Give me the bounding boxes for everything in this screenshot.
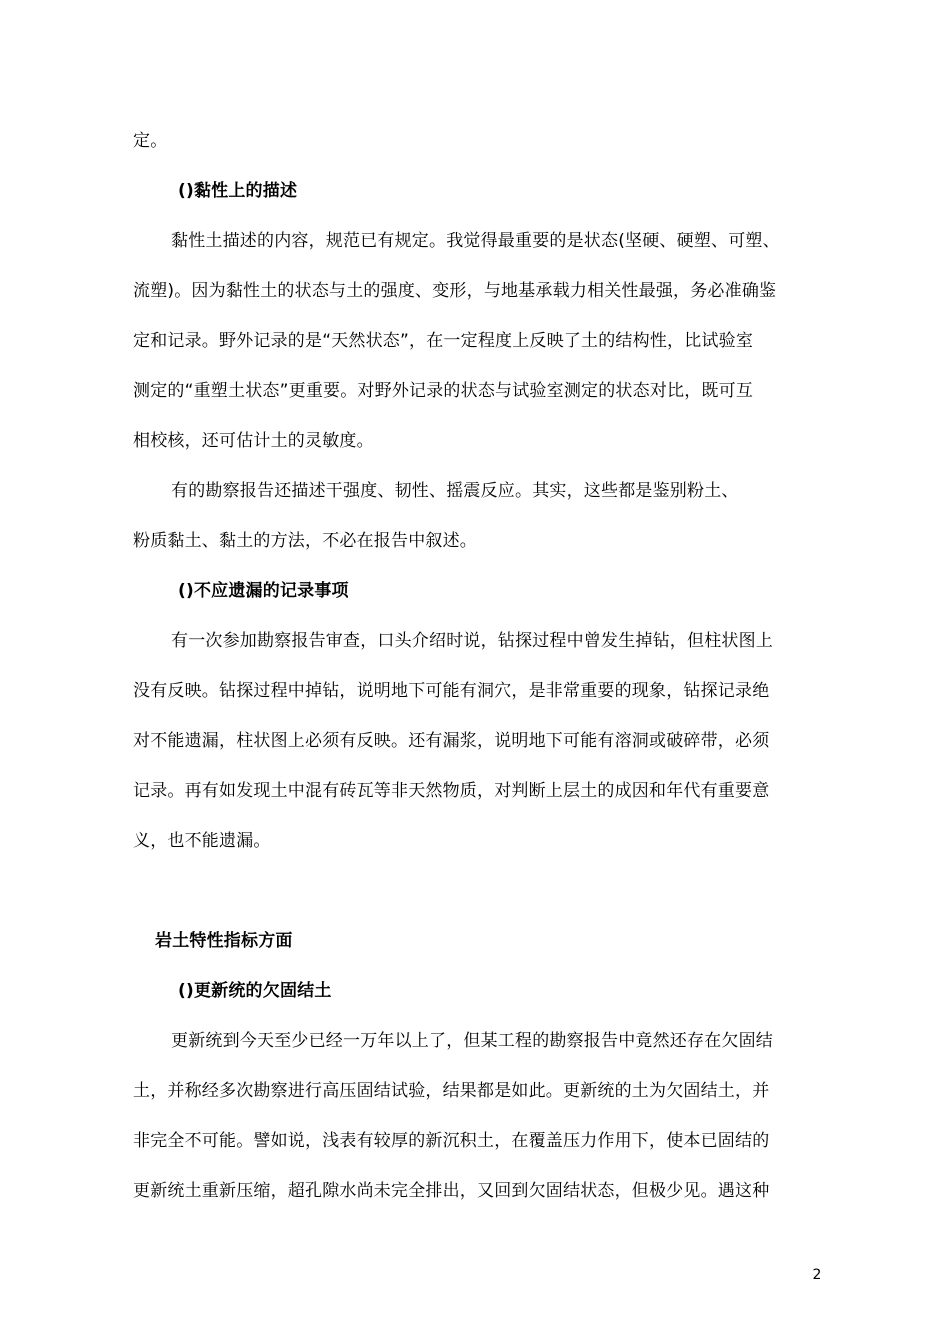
paragraph-pleistocene-line-3: 非完全不可能。譬如说，浅表有较厚的新沉积土，在覆盖压力作用下，使本已固结的 xyxy=(133,1131,770,1151)
paragraph-records-line-2: 没有反映。钻探过程中掉钻，说明地下可能有洞穴，是非常重要的现象，钻探记录绝 xyxy=(133,681,770,701)
paragraph-pleistocene-line-4: 更新统土重新压缩，超孔隙水尚未完全排出，又回到欠固结状态，但极少见。遇这种 xyxy=(133,1181,770,1201)
subheading-pleistocene-soil: ()更新统的欠固结土 xyxy=(178,981,332,1001)
paragraph-records-line-1: 有一次参加勘察报告审查，口头介绍时说，钻探过程中曾发生掉钻，但柱状图上 xyxy=(171,631,773,651)
paragraph-end-line: 定。 xyxy=(133,131,168,151)
paragraph-report-line-1: 有的勘察报告还描述干强度、韧性、摇震反应。其实，这些都是鉴别粉土、 xyxy=(171,481,739,501)
page-number: 2 xyxy=(812,1267,822,1283)
paragraph-clay-line-5: 相校核，还可估计土的灵敏度。 xyxy=(133,431,374,451)
paragraph-pleistocene-line-2: 土，并称经多次勘察进行高压固结试验，结果都是如此。更新统的土为欠固结土，并 xyxy=(133,1081,770,1101)
paragraph-pleistocene-line-1: 更新统到今天至少已经一万年以上了，但某工程的勘察报告中竟然还存在欠固结 xyxy=(171,1031,773,1051)
paragraph-records-line-4: 记录。再有如发现土中混有砖瓦等非天然物质，对判断上层土的成因和年代有重要意 xyxy=(133,781,770,801)
subheading-record-items: ()不应遗漏的记录事项 xyxy=(178,581,349,601)
subheading-clay-description: ()黏性上的描述 xyxy=(178,181,298,201)
section-heading-geotechnical-indices: 岩土特性指标方面 xyxy=(155,931,293,951)
paragraph-clay-line-4: 测定的“重塑土状态”更重要。对野外记录的状态与试验室测定的状态对比，既可互 xyxy=(133,381,754,401)
paragraph-report-line-2: 粉质黏土、黏土的方法，不必在报告中叙述。 xyxy=(133,531,477,551)
paragraph-clay-line-1: 黏性土描述的内容，规范已有规定。我觉得最重要的是状态(坚硬、硬塑、可塑、 xyxy=(171,231,780,251)
paragraph-clay-line-3: 定和记录。野外记录的是“天然状态”，在一定程度上反映了土的结构性，比试验室 xyxy=(133,331,754,351)
paragraph-records-line-3: 对不能遗漏，柱状图上必须有反映。还有漏浆，说明地下可能有溶洞或破碎带，必须 xyxy=(133,731,770,751)
paragraph-clay-line-2: 流塑)。因为黏性土的状态与土的强度、变形，与地基承载力相关性最强，务必准确鉴 xyxy=(133,281,777,301)
paragraph-records-line-5: 义，也不能遗漏。 xyxy=(133,831,271,851)
